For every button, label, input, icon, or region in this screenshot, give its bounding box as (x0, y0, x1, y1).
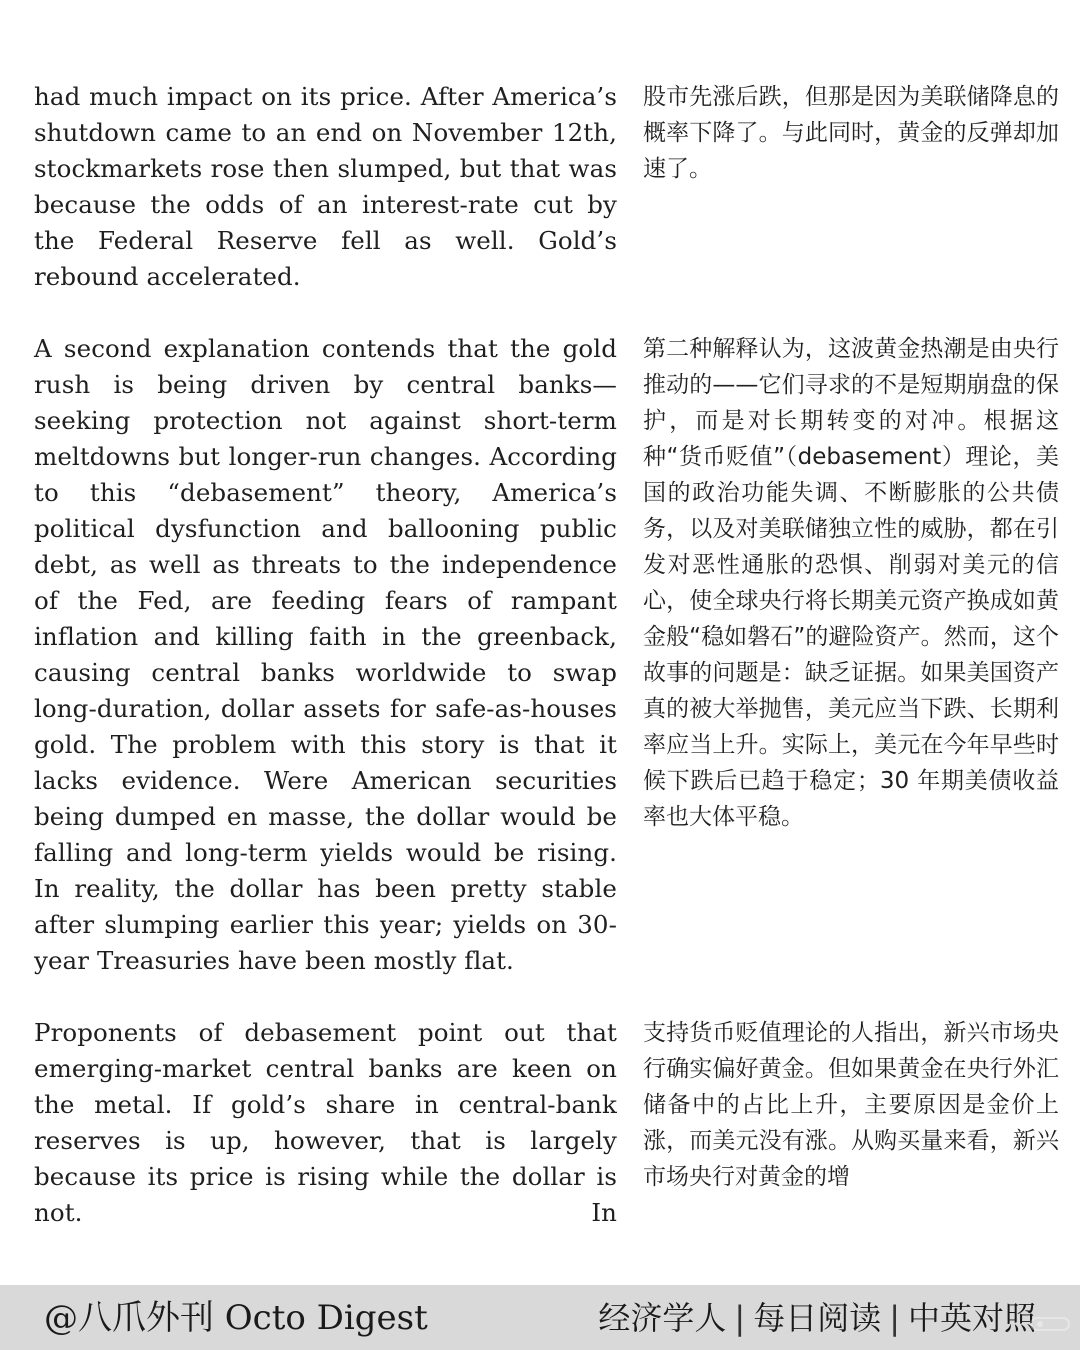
footer-separator: | (889, 1299, 900, 1337)
footer-tag-economist: 经济学人 (598, 1299, 727, 1337)
english-paragraph-1: had much impact on its price. After America’s shutdown came to an end on November 12th, stockmarkets rose then slumped, but that was because the odds of an interest-rate cut by the Federal Reserve fell as well. Gold’s rebound accelerated. (34, 82, 617, 291)
chinese-paragraph-1: 股市先涨后跌，但那是因为美联储降息的概率下降了。与此同时，黄金的反弹却加速了。 (643, 84, 1059, 182)
footer-bar (0, 1285, 1080, 1350)
watermark-icon (1030, 1314, 1070, 1334)
brand-handle: @八爪外刊 Octo Digest (44, 1298, 428, 1338)
footer-tags (598, 1298, 1036, 1338)
english-paragraph-3: Proponents of debasement point out that emerging-market central banks are keen on the metal. If gold’s share in central-bank reserves is up, however, that is largely because its price is rising while the dollar is not. In (34, 1018, 617, 1227)
footer-tag-bilingual: 中英对照 (907, 1299, 1036, 1337)
chinese-paragraph-2: 第二种解释认为，这波黄金热潮是由央行推动的——它们寻求的不是短期崩盘的保护，而是对长期转变的对冲。根据这种“货币贬值”（debasement）理论，美国的政治功能失调、不断膨胀的公共债务，以及对美联储独立性的威胁，都在引发对恶性通胀的恐惧、削弱对美元的信心，使全球央行将长期美元资产换成如黄金般“稳如磐石”的避险资产。然而，这个故事的问题是：缺乏证据。如果美国资产真的被大举抛售，美元应当下跌、长期利率应当上升。实际上，美元在今年早些时候下跌后已趋于稳定；30 年期美债收益率也大体平稳。 (643, 336, 1059, 830)
footer-separator: | (734, 1299, 746, 1337)
english-paragraph-2: A second explanation contends that the gold rush is being driven by central banks—seeking protection not against short-term meltdowns but longer-run changes. According to this “debasement” theory, America’s political dysfunction and ballooning public debt, as well as threats to the independence of the Fed, are feeding fears of rampant inflation and killing faith in the greenback, causing central banks worldwide to swap long-duration, dollar assets for safe-as-houses gold. The problem with this story is that it lacks evidence. Were American securities being dumped en masse, the dollar would be falling and long-term yields would be rising. In reality, the dollar has been pretty stable after slumping earlier this year; yields on 30-year Treasuries have been mostly flat. (34, 334, 617, 975)
chinese-paragraph-3: 支持货币贬值理论的人指出，新兴市场央行确实偏好黄金。但如果黄金在央行外汇储备中的占比上升，主要原因是金价上涨，而美元没有涨。从购买量来看，新兴市场央行对黄金的增 (643, 1020, 1059, 1190)
footer-tag-daily-reading: 每日阅读 (753, 1299, 882, 1337)
